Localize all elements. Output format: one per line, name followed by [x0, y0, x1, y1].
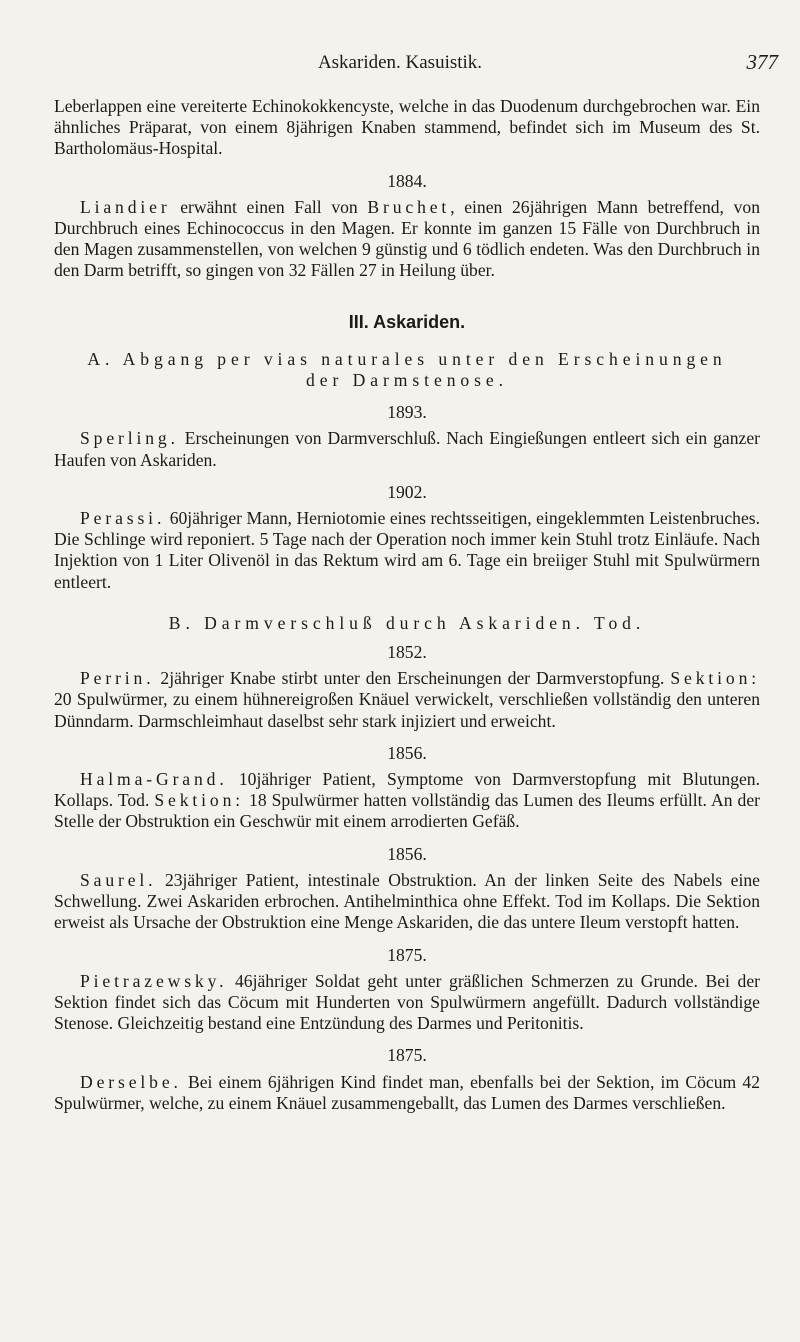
author-name: Sperling. — [80, 428, 179, 449]
year-heading: 1893. — [387, 402, 427, 423]
case-entry — [54, 508, 760, 593]
section-title: III. Askariden. — [348, 311, 466, 332]
author-name: Perassi. — [80, 508, 166, 529]
intro-paragraph: Leberlappen eine vereiterte Echinokokkencyste, welche in das Duodenum durchgebrochen war. Ein ähnliches Präparat, von einem 8jährigen Knaben stammend, befindet sich im Museum des St. Bartholomäus-Hospital. — [54, 96, 760, 159]
case-text: Erscheinungen von Darmverschluß. Nach Eingießungen entleert sich ein ganzer Haufen von Askariden. — [54, 428, 760, 470]
year-heading: 1875. — [387, 1045, 427, 1066]
case-entry — [54, 971, 760, 1035]
year-heading: 1856. — [387, 843, 427, 864]
subsection-heading-b: B. Darmverschluß durch Askariden. Tod. — [168, 612, 646, 633]
running-head: Askariden. Kasuistik. — [317, 52, 483, 73]
case-entry — [54, 197, 760, 282]
case-text: 20 Spulwürmer, zu einem hühnereigroßen Knäuel verwickelt, verschließen vollständig den unteren Dünndarm. Darmschleimhaut daselbst sehr stark injiziert und erweicht. — [54, 689, 760, 731]
section-label: Sektion: — [154, 790, 244, 811]
case-text: 10jähriger Patient, Symptome von Darmverstopfung mit Blutungen. Kollaps. Tod. — [54, 769, 760, 811]
author-name: Pietrazewsky. — [80, 970, 228, 991]
case-entry — [54, 1072, 760, 1114]
subsection-heading-a: A. Abgang per vias naturales unter den Erscheinungen — [87, 348, 727, 369]
author-name: Liandier — [80, 196, 171, 217]
case-text: 60jähriger Mann, Herniotomie eines rechtsseitigen, eingeklemmten Leistenbruches. Die Schlinge wird reponiert. 5 Tage nach der Operation noch immer kein Stuhl trotz Einläufe. Nach Injektion von 1 Liter Olivenöl in das Rektum wird am 6. Tage ein breiiger Stuhl mit Spulwürmern entleert. — [54, 508, 760, 592]
year-heading: 1852. — [387, 642, 427, 663]
case-text: erwähnt einen Fall von — [170, 196, 368, 217]
case-text: 23jähriger Patient, intestinale Obstruktion. An der linken Seite des Nabels eine Schwellung. Zwei Askariden erbrochen. Antihelminthica ohne Effekt. Tod im Kollaps. Die Sektion erweist als Ursache der Obstruktion eine Menge Askariden, die das untere Ileum verstopft hatten. — [54, 869, 760, 933]
author-name: Saurel. — [80, 869, 157, 890]
author-name: Perrin. — [80, 668, 155, 689]
case-entry — [54, 428, 760, 470]
case-entry — [54, 668, 760, 732]
author-name: Halma-Grand. — [80, 769, 228, 790]
section-label: Sektion: — [670, 668, 760, 689]
case-text: 18 Spulwürmer hatten vollständig das Lumen des Ileums erfüllt. An der Stelle der Obstruktion ein Geschwür mit einem arrodierten Gefäß. — [54, 790, 760, 832]
case-text: Bei einem 6jährigen Kind findet man, ebenfalls bei der Sektion, im Cöcum 42 Spulwürmer, welche, zu einem Knäuel zusammengeballt, das Lumen des Darmes verschließen. — [54, 1071, 760, 1113]
case-entry — [54, 769, 760, 833]
case-text: , einen 26jährigen Mann betreffend, von Durchbruch eines Echinococcus in den Magen. Er konnte im ganzen 15 Fälle von Durchbruch in den Magen zusammenstellen, von welchen 9 günstig und 6 tödlich endeten. Was den Durchbruch in den Darm betrifft, so gingen von 32 Fällen 27 in Heilung über. — [54, 196, 760, 281]
year-heading: 1875. — [387, 944, 427, 965]
case-entry — [54, 870, 760, 934]
subsection-heading-a-line2: der Darmstenose. — [306, 370, 508, 391]
year-heading: 1902. — [387, 481, 427, 502]
page-number: 377 — [746, 50, 778, 74]
page-body — [54, 96, 760, 1114]
author-name: Derselbe. — [80, 1071, 182, 1092]
author-name: Bruchet — [367, 196, 451, 217]
case-text: 2jähriger Knabe stirbt unter den Erscheinungen der Darmverstopfung. — [154, 668, 671, 689]
year-heading: 1884. — [387, 170, 427, 191]
year-heading: 1856. — [387, 742, 427, 763]
case-text: 46jähriger Soldat geht unter gräßlichen Schmerzen zu Grunde. Bei der Sektion findet sich das Cöcum mit Hunderten von Spulwürmern angefüllt. Dadurch vollständige Stenose. Gleichzeitig bestand eine Entzündung des Darmes und Peritonitis. — [54, 970, 760, 1034]
